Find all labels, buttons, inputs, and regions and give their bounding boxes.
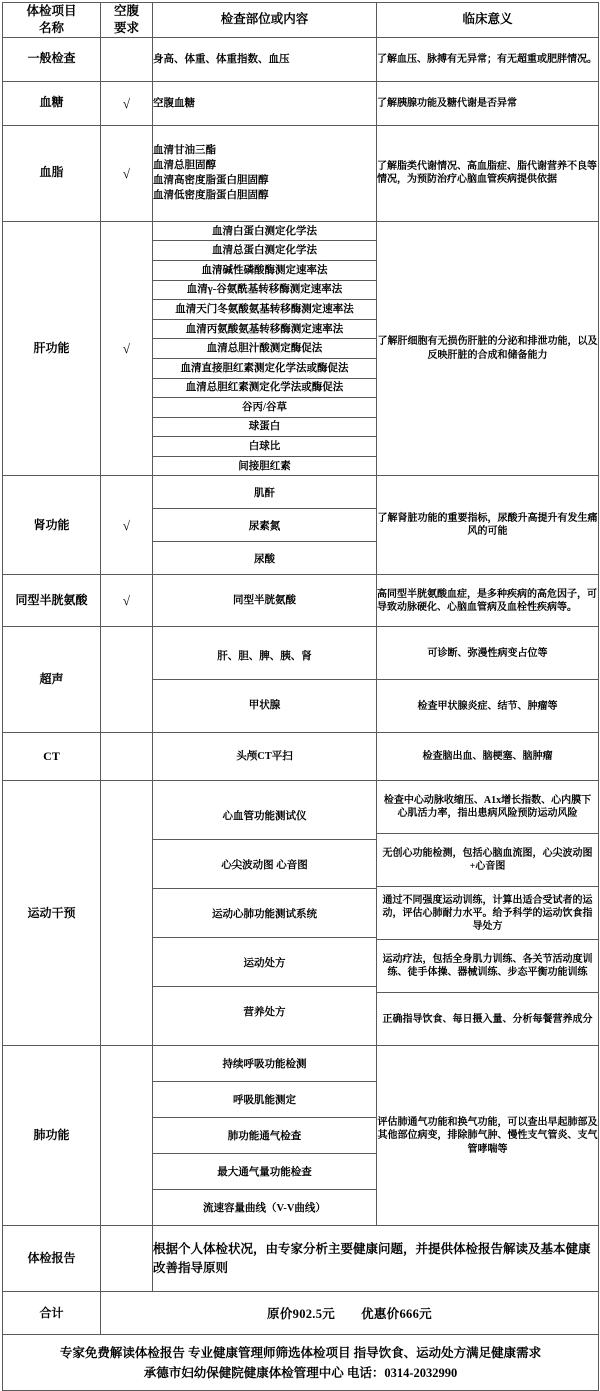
row-items-lung-function xyxy=(153,1046,377,1226)
table-row xyxy=(3,81,599,125)
row-items-blood-lipid xyxy=(153,125,377,221)
list-item: 尿酸 xyxy=(254,553,275,565)
total-label: 合计 xyxy=(3,1292,101,1335)
list-item: 血清总胆汁酸测定酶促法 xyxy=(153,339,376,359)
list-item: 运动心肺功能测试系统 xyxy=(153,889,376,938)
row-name-blood-lipid: 血脂 xyxy=(3,125,101,221)
list-item: 最大通气量功能检查 xyxy=(153,1154,376,1190)
row-items-ultrasound xyxy=(153,627,377,733)
row-meaning-exercise-intervention xyxy=(377,781,599,1046)
list-item: 通过不同强度运动训练，计算出适合受试者的运动，评估心肺耐力水平。给予科学的运动饮食指导处方 xyxy=(377,887,598,940)
list-item: 血清天门冬氨酸氨基转移酶测定速率法 xyxy=(153,300,376,320)
list-item: 血清甘油三酯 xyxy=(153,144,216,156)
list-item: 心血管功能测试仪 xyxy=(153,791,376,840)
header-clinical-meaning: 临床意义 xyxy=(377,3,599,38)
header-exam-content: 检查部位或内容 xyxy=(153,3,377,38)
header-fasting-requirement xyxy=(101,3,153,38)
list-item: 运动处方 xyxy=(153,938,376,987)
header-fasting-line1: 空腹 xyxy=(113,4,139,18)
list-item: 甲状腺 xyxy=(248,699,281,711)
footer-line-services: 专家免费解读体检报告 专业健康管理师筛选体检项目 指导饮食、运动处方满足健康需求 xyxy=(59,1345,542,1360)
row-name-checkup-report: 体检报告 xyxy=(3,1226,101,1292)
list-item: 血清白蛋白测定化学法 xyxy=(153,222,376,241)
list-item: 间接胆红素 xyxy=(238,460,291,472)
row-fasting-kidney-function: √ xyxy=(101,476,153,575)
row-items-ct: 头颅CT平扫 xyxy=(153,733,377,781)
table-row xyxy=(3,627,599,733)
list-item: 检查中心动脉收缩压、A1x增长指数、心内膜下心肌活力率，指出患病风险预防运动风险 xyxy=(377,781,598,834)
footer-line-contact: 承德市妇幼保健院健康体检管理中心 电话：0314-2032990 xyxy=(143,1365,458,1380)
exercise-meaning-table xyxy=(377,781,598,1045)
list-item: 尿素氮 xyxy=(153,509,376,542)
header-project-name-line1: 体检项目 xyxy=(26,4,77,18)
row-name-exercise-intervention: 运动干预 xyxy=(3,781,101,1046)
list-item: 心尖波动图 心音图 xyxy=(153,840,376,889)
list-item: 流速容量曲线（V-V曲线） xyxy=(203,1203,326,1215)
row-items-kidney-function xyxy=(153,476,377,575)
total-price-cell xyxy=(101,1292,599,1335)
list-item: 血清直接胆红素测定化学法或酶促法 xyxy=(153,358,376,378)
table-row xyxy=(3,781,599,1046)
footer-cell xyxy=(3,1335,599,1391)
row-name-blood-glucose: 血糖 xyxy=(3,81,101,125)
row-name-ultrasound: 超声 xyxy=(3,627,101,733)
exercise-subitem-table xyxy=(153,791,376,1035)
list-item: 血清总胆固醇 xyxy=(153,160,216,172)
row-items-general-exam: 身高、体重、体重指数、血压 xyxy=(153,37,377,81)
list-item: 呼吸肌能测定 xyxy=(153,1082,376,1118)
row-name-homocysteine: 同型半胱氨酸 xyxy=(3,575,101,627)
list-item: 血清γ-谷氨酰基转移酶测定速率法 xyxy=(153,280,376,300)
row-meaning-lung-function: 评估肺通气功能和换气功能，可以查出早起肺部及其他部位病变，排除肺气肿、慢性支气管炎、支气管哮喘等 xyxy=(377,1046,599,1226)
table-header-row xyxy=(3,3,599,38)
row-fasting-lung-function xyxy=(101,1046,153,1226)
row-meaning-blood-glucose: 了解胰腺功能及糖代谢是否异常 xyxy=(377,81,599,125)
table-row xyxy=(3,733,599,781)
row-fasting-blood-glucose: √ xyxy=(101,81,153,125)
row-meaning-ct: 检查脑出血、脑梗塞、脑肿瘤 xyxy=(377,733,599,781)
row-name-kidney-function: 肾功能 xyxy=(3,476,101,575)
table-row xyxy=(3,1046,599,1226)
list-item: 营养处方 xyxy=(243,1006,286,1018)
table-row xyxy=(3,125,599,221)
list-item: 可诊断、弥漫性病变占位等 xyxy=(377,627,598,680)
checkup-table xyxy=(2,2,599,1391)
row-name-lung-function: 肺功能 xyxy=(3,1046,101,1226)
list-item: 肺功能通气检查 xyxy=(153,1118,376,1154)
list-item: 血清低密度脂蛋白胆固醇 xyxy=(153,190,269,202)
table-row-report xyxy=(3,1226,599,1292)
list-item: 血清碱性磷酸酶测定速率法 xyxy=(153,260,376,280)
list-item: 白球比 xyxy=(153,437,376,457)
row-name-liver-function: 肝功能 xyxy=(3,221,101,476)
list-item: 球蛋白 xyxy=(153,417,376,437)
row-items-liver-function xyxy=(153,221,377,476)
row-text-checkup-report: 根据个人体检状况，由专家分析主要健康问题，并提供体检报告解读及基本健康改善指导原则 xyxy=(153,1226,599,1292)
header-fasting-line2: 要求 xyxy=(113,20,139,35)
table-row-footer xyxy=(3,1335,599,1391)
header-project-name xyxy=(3,3,101,38)
row-fasting-blood-lipid: √ xyxy=(101,125,153,221)
row-fasting-liver-function: √ xyxy=(101,221,153,476)
list-item: 无创心功能检测，包括心脑血流图，心尖波动图+心音图 xyxy=(377,834,598,887)
list-item: 正确指导饮食、每日摄入量、分析每餐营养成分 xyxy=(382,1013,593,1025)
list-item: 肌酐 xyxy=(153,476,376,509)
row-meaning-ultrasound xyxy=(377,627,599,733)
list-item: 谷丙/谷草 xyxy=(153,398,376,418)
table-row xyxy=(3,221,599,476)
row-fasting-exercise-intervention xyxy=(101,781,153,1046)
lung-subitem-table xyxy=(153,1046,376,1225)
list-item: 持续呼吸功能检测 xyxy=(153,1046,376,1082)
row-meaning-liver-function: 了解肝细胞有无损伤肝脏的分泌和排泄功能，以及反映肝脏的合成和储备能力 xyxy=(377,221,599,476)
row-fasting-general-exam xyxy=(101,37,153,81)
table-row xyxy=(3,476,599,575)
row-items-exercise-intervention xyxy=(153,781,377,1046)
liver-subitem-table xyxy=(153,222,376,476)
row-name-general-exam: 一般检查 xyxy=(3,37,101,81)
table-row-total xyxy=(3,1292,599,1335)
row-meaning-general-exam: 了解血压、脉搏有无异常；有无超重或肥胖情况。 xyxy=(377,37,599,81)
header-project-name-line2: 名称 xyxy=(38,20,64,35)
row-fasting-checkup-report xyxy=(101,1226,153,1292)
kidney-subitem-table xyxy=(153,476,376,574)
ultrasound-subitem-table xyxy=(153,631,376,728)
list-item: 血清总蛋白测定化学法 xyxy=(153,241,376,261)
list-item: 肝、胆、脾、胰、肾 xyxy=(153,631,376,680)
row-items-blood-glucose: 空腹血糖 xyxy=(153,81,377,125)
row-fasting-homocysteine: √ xyxy=(101,575,153,627)
row-fasting-ultrasound xyxy=(101,627,153,733)
discount-price: 优惠价666元 xyxy=(361,1307,432,1322)
original-price: 原价902.5元 xyxy=(267,1307,336,1322)
row-items-homocysteine: 同型半胱氨酸 xyxy=(153,575,377,627)
table-row xyxy=(3,37,599,81)
row-meaning-homocysteine: 高同型半胱氨酸血症，是多种疾病的高危因子，可导致动脉硬化、心脑血管病及血栓性疾病等。 xyxy=(377,575,599,627)
list-item: 血清丙氨酸氨基转移酶测定速率法 xyxy=(153,319,376,339)
row-name-ct: CT xyxy=(3,733,101,781)
list-item: 检查甲状腺炎症、结节、肿瘤等 xyxy=(417,700,558,712)
list-item: 血清高密度脂蛋白胆固醇 xyxy=(153,175,269,187)
list-item: 运动疗法，包括全身肌力训练、各关节活动度训练、徒手体操、器械训练、步态平衡功能训练 xyxy=(377,940,598,993)
ultrasound-meaning-table xyxy=(377,627,598,732)
row-fasting-ct xyxy=(101,733,153,781)
row-meaning-kidney-function: 了解肾脏功能的重要指标，尿酸升高提升有发生痛风的可能 xyxy=(377,476,599,575)
list-item: 血清总胆红素测定化学法或酶促法 xyxy=(153,378,376,398)
row-meaning-blood-lipid: 了解脂类代谢情况、高血脂症、脂代谢营养不良等情况，为预防治疗心脑血管疾病提供依据 xyxy=(377,125,599,221)
table-row xyxy=(3,575,599,627)
